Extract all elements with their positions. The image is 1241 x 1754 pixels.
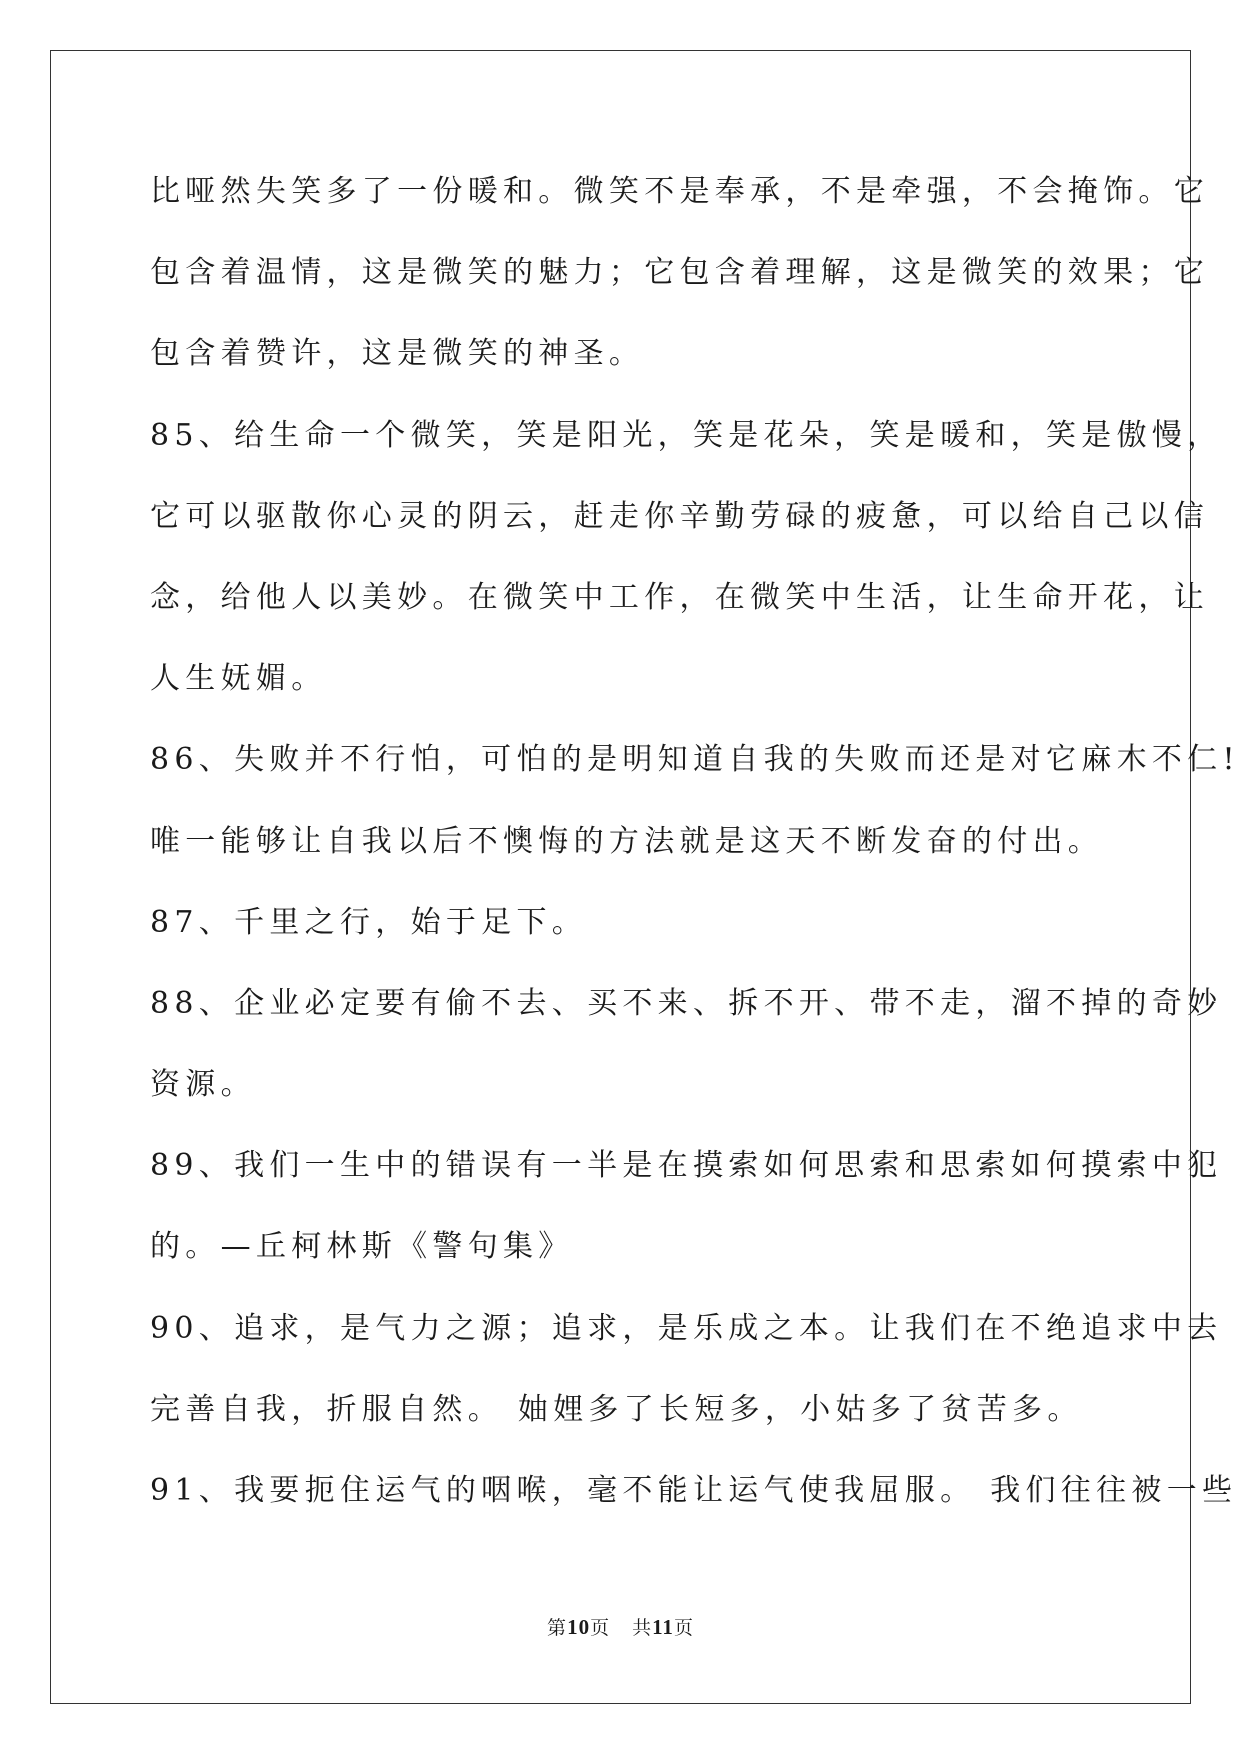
text-line: 包含着温情，这是微笑的魅力；它包含着理解，这是微笑的效果；它	[150, 255, 1209, 291]
total-suffix: 页	[673, 1617, 694, 1639]
text-line: 念，给他人以美妙。在微笑中工作，在微笑中生活，让生命开花，让	[150, 579, 1209, 615]
text-line: 88、企业必定要有偷不去、买不来、拆不开、带不走，溜不掉的奇妙	[150, 985, 1223, 1021]
text-line: 资源。	[150, 1067, 256, 1103]
text-line: 包含着赞许，这是微笑的神圣。	[150, 336, 645, 372]
text-line: 比哑然失笑多了一份暖和。微笑不是奉承，不是牵强，不会掩饰。它	[150, 174, 1209, 209]
text-line: 89、我们一生中的错误有一半是在摸索如何思索和思索如何摸索中犯	[150, 1148, 1223, 1184]
text-line: 87、千里之行，始于足下。	[150, 904, 588, 940]
current-page-number: 10	[567, 1615, 591, 1639]
page-suffix: 页	[590, 1617, 611, 1639]
text-line: 完善自我，折服自然。 妯娌多了长短多，小姑多了贫苦多。	[150, 1391, 1083, 1427]
document-body	[150, 157, 1240, 1537]
text-line: 它可以驱散你心灵的阴云，赶走你辛勤劳碌的疲惫，可以给自己以信	[150, 498, 1209, 534]
page-prefix: 第	[547, 1617, 568, 1639]
text-line: 85、给生命一个微笑，笑是阳光，笑是花朵，笑是暖和，笑是傲慢，	[150, 417, 1223, 453]
text-line: 唯一能够让自我以后不懊悔的方法就是这天不断发奋的付出。	[150, 823, 1104, 859]
total-prefix: 共	[632, 1617, 653, 1639]
page-footer	[0, 1613, 1241, 1640]
text-line: 86、失败并不行怕，可怕的是明知道自我的失败而还是对它麻木不仁!	[150, 742, 1240, 778]
text-line: 91、我要扼住运气的咽喉，毫不能让运气使我屈服。 我们往往被一些	[150, 1473, 1238, 1508]
text-line: 的。—丘柯林斯《警句集》	[150, 1229, 574, 1265]
text-line: 人生妩媚。	[150, 661, 327, 697]
text-line: 90、追求，是气力之源；追求，是乐成之本。让我们在不绝追求中去	[150, 1310, 1223, 1346]
total-pages-number: 11	[652, 1615, 674, 1639]
